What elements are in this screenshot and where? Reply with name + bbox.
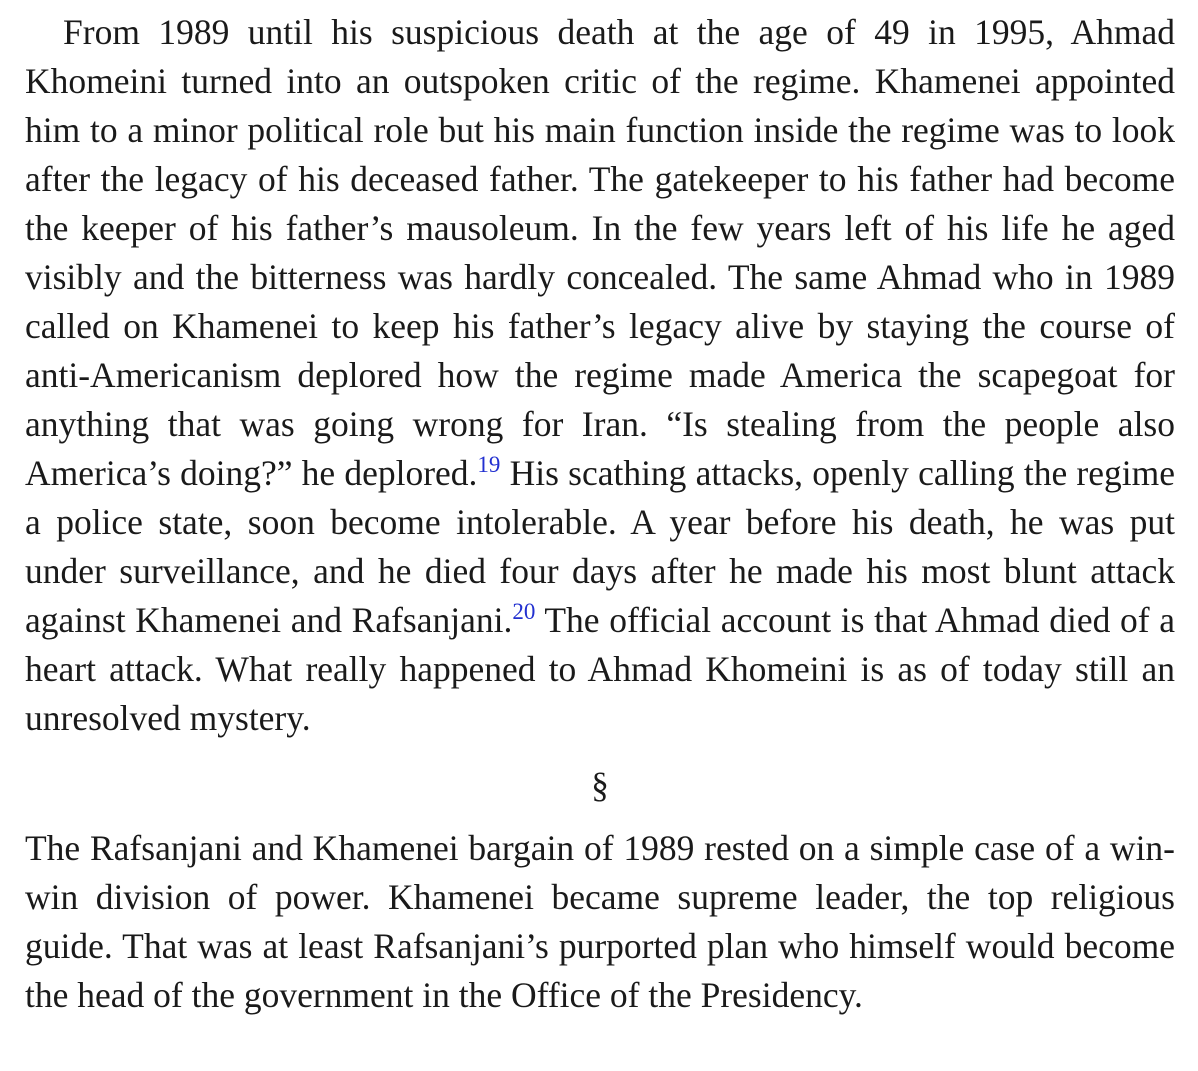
document-page <box>25 8 1175 1020</box>
paragraph-ahmad-khomeini <box>25 8 1175 743</box>
footnote-link-20[interactable]: 20 <box>512 599 536 624</box>
footnote-link-19[interactable]: 19 <box>477 452 501 477</box>
paragraph-text: The official account is that Ahmad died of a heart attack. What really happened to Ahmad Khomeini is as of today still an unresolved mystery. <box>25 600 1175 738</box>
paragraph-bargain <box>25 824 1175 1020</box>
paragraph-text: From 1989 until his suspicious death at the age of 49 in 1995, Ahmad Khomeini turned into an outspoken critic of the regime. Khamenei appointed him to a minor political role but his main function inside the regime was to look after the legacy of his deceased father. The gatekeeper to his father had become the keeper of his father’s mausoleum. In the few years left of his life he aged visibly and the bitterness was hardly concealed. The same Ahmad who in 1989 called on Khamenei to keep his father’s legacy alive by staying the course of anti-Americanism deplored how the regime made America the scapegoat for anything that was going wrong for Iran. “Is stealing from the people also America’s doing?” he deplored. <box>25 12 1175 493</box>
section-divider: § <box>591 765 609 805</box>
paragraph-text: The Rafsanjani and Khamenei bargain of 1989 rested on a simple case of a win-win division of power. Khamenei became supreme leader, the top religious guide. That was at least Rafsanjani’s purported plan who himself would become the head of the government in the Office of the Presidency. <box>25 828 1175 1015</box>
paragraph-text: His scathing attacks, openly calling the regime a police state, soon become intolerable. A year before his death, he was put under surveillance, and he died four days after he made his most blunt attack against Khamenei and Rafsanjani. <box>25 453 1175 640</box>
